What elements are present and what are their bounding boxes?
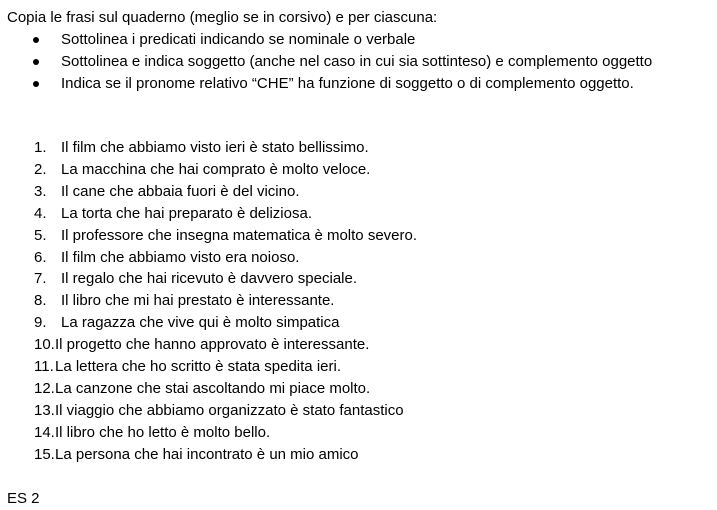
sentence-text: Il libro che mi hai prestato è interessante.	[61, 292, 335, 310]
sentence-text: Il viaggio che abbiamo organizzato è stato fantastico	[55, 401, 404, 419]
sentence-number: 14.	[34, 423, 55, 441]
sentence-text: Il film che abbiamo visto ieri è stato bellissimo.	[61, 139, 369, 156]
sentence-item	[0, 378, 717, 400]
next-exercise-heading: ES 2	[7, 490, 40, 507]
instruction-item	[0, 51, 717, 73]
sentence-number: 5.	[34, 226, 47, 244]
sentence-item	[0, 444, 717, 466]
intro-text: Copia le frasi sul quaderno (meglio se in corsivo) e per ciascuna:	[7, 9, 438, 26]
sentence-item	[0, 247, 717, 269]
sentence-item	[0, 137, 717, 159]
sentence-list	[0, 137, 717, 466]
sentence-number: 6.	[34, 248, 47, 266]
sentence-number: 9.	[34, 314, 47, 332]
sentence-text: Il regalo che hai ricevuto è davvero speciale.	[61, 270, 358, 288]
sentence-number: 4.	[34, 204, 47, 222]
instruction-text: Sottolinea i predicati indicando se nominale o verbale	[61, 31, 416, 48]
sentence-item	[0, 290, 717, 312]
instruction-text: Sottolinea e indica soggetto (anche nel caso in cui sia sottinteso) e complemento oggetto	[61, 53, 653, 70]
instruction-list	[0, 29, 717, 95]
bullet-icon	[33, 59, 39, 65]
sentence-item	[0, 203, 717, 225]
sentence-number: 15.	[34, 445, 55, 463]
bullet-icon	[33, 37, 39, 43]
sentence-text: Il film che abbiamo visto era noioso.	[61, 248, 300, 266]
instruction-item	[0, 29, 717, 51]
sentence-item	[0, 312, 717, 334]
sentence-text: La persona che hai incontrato è un mio amico	[55, 445, 359, 463]
sentence-number: 13.	[34, 401, 55, 419]
sentence-item	[0, 400, 717, 422]
sentence-number: 3.	[34, 182, 47, 200]
sentence-item	[0, 159, 717, 181]
sentence-number: 11.	[34, 358, 54, 376]
sentence-number: 1.	[34, 139, 47, 156]
sentence-text: Il libro che ho letto è molto bello.	[55, 423, 271, 441]
sentence-text: Il professore che insegna matematica è molto severo.	[61, 226, 418, 244]
sentence-text: La canzone che stai ascoltando mi piace molto.	[55, 379, 371, 397]
sentence-text: Il progetto che hanno approvato è interessante.	[55, 336, 370, 354]
sentence-text: La macchina che hai comprato è molto veloce.	[61, 160, 371, 178]
instruction-item	[0, 73, 717, 95]
sentence-text: La torta che hai preparato è deliziosa.	[61, 204, 312, 222]
instruction-text: Indica se il pronome relativo “CHE” ha funzione di soggetto o di complemento oggetto.	[61, 75, 634, 92]
sentence-item	[0, 334, 717, 356]
sentence-text: La ragazza che vive qui è molto simpatica	[61, 314, 340, 332]
sentence-number: 8.	[34, 292, 47, 310]
sentence-item	[0, 422, 717, 444]
sentence-item	[0, 181, 717, 203]
sentence-item	[0, 356, 717, 378]
sentence-text: La lettera che ho scritto è stata spedita ieri.	[55, 358, 341, 376]
sentence-text: Il cane che abbaia fuori è del vicino.	[61, 182, 300, 200]
sentence-item	[0, 268, 717, 290]
sentence-number: 12.	[34, 379, 55, 397]
sentence-number: 2.	[34, 160, 47, 178]
sentence-number: 7.	[34, 270, 47, 288]
sentence-number: 10.	[34, 336, 55, 354]
bullet-icon	[33, 81, 39, 87]
sentence-item	[0, 225, 717, 247]
